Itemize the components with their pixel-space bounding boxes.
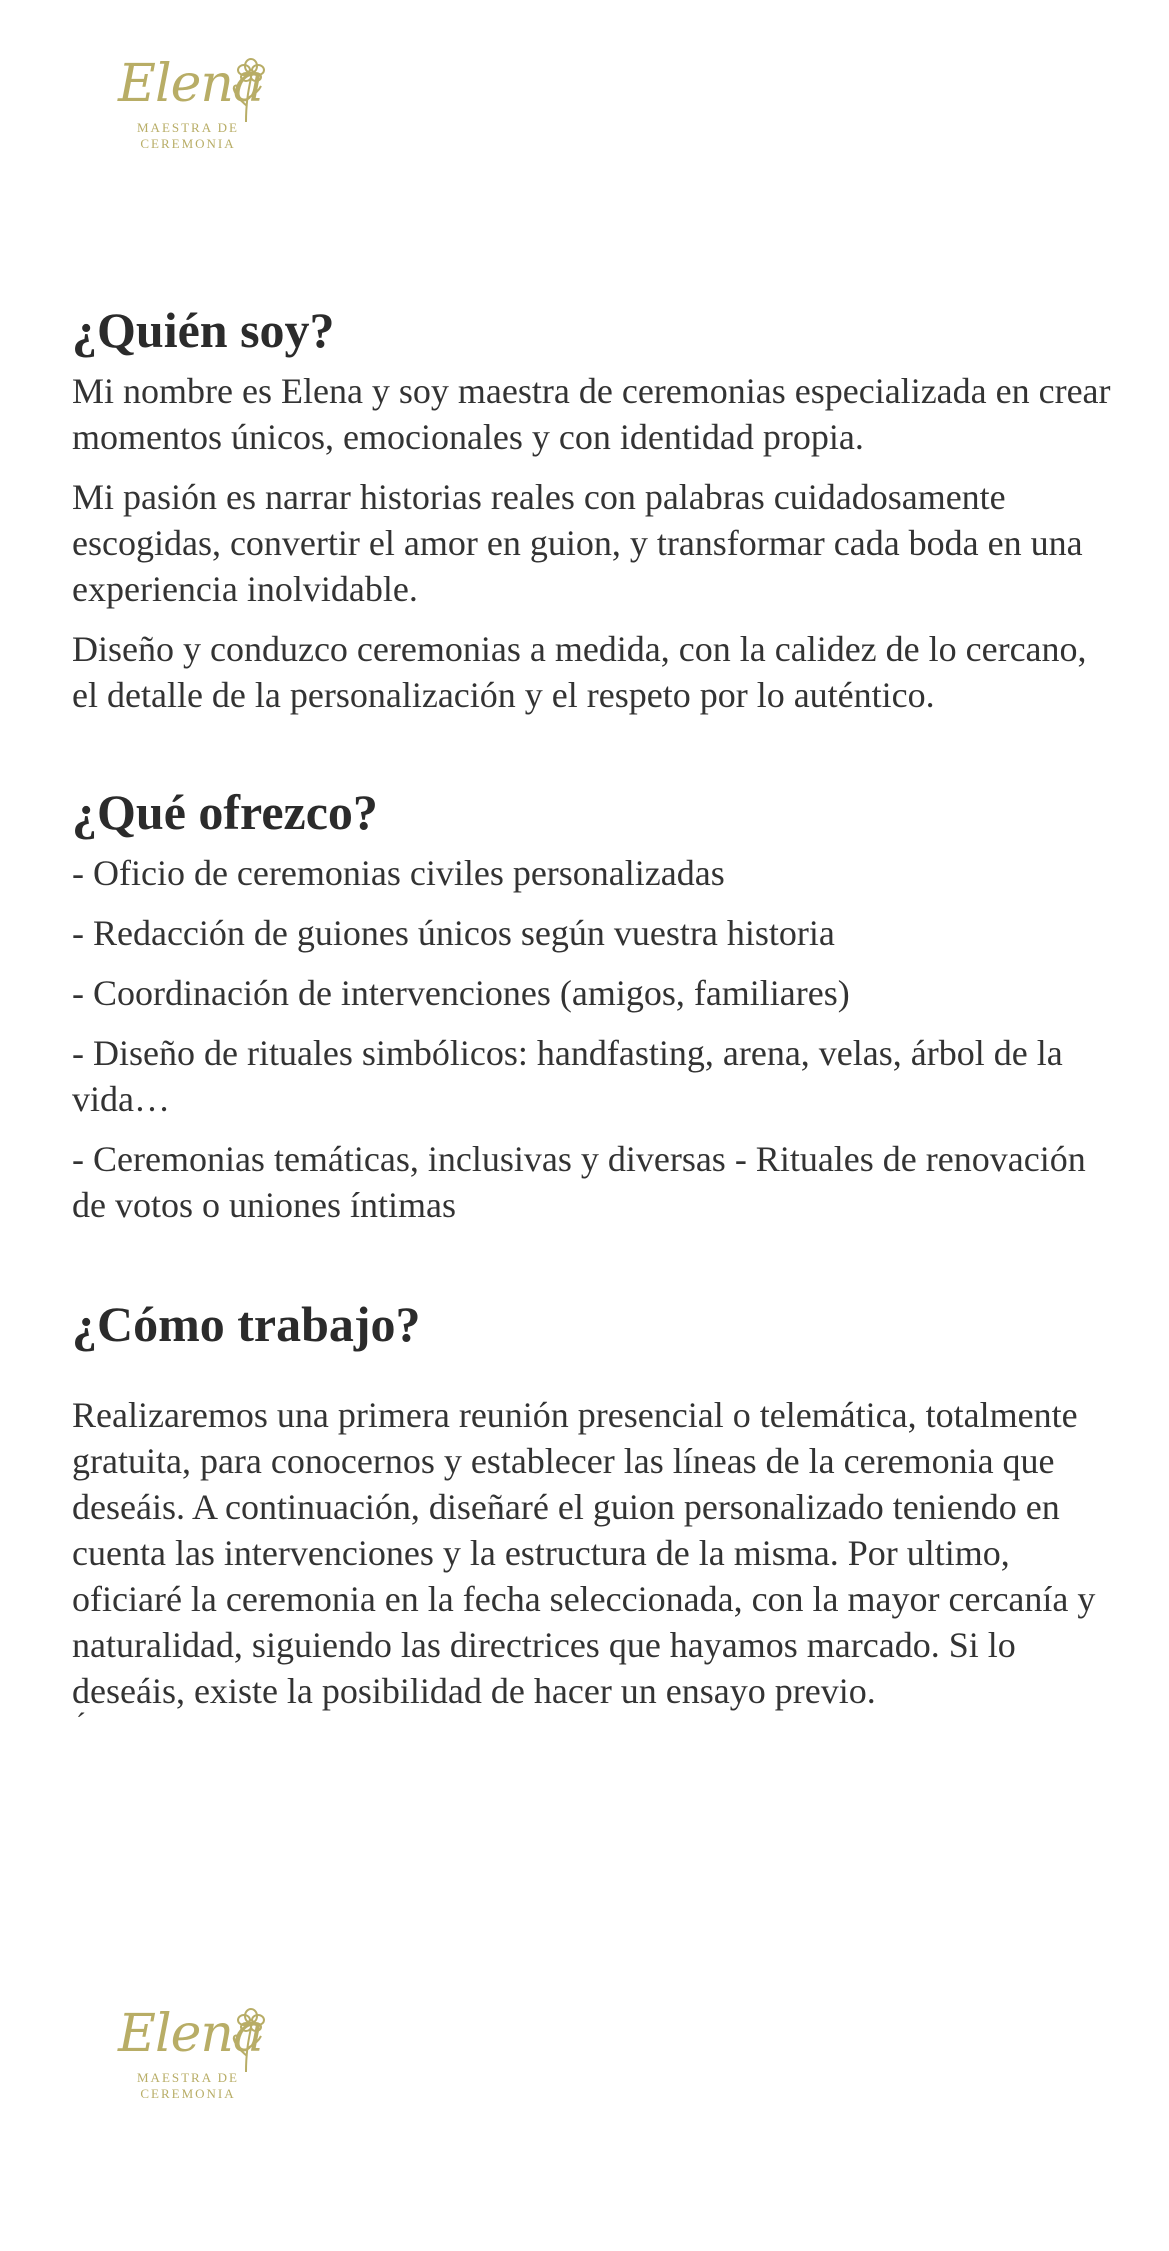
offer-title: ¿Qué ofrezco? <box>72 784 378 840</box>
logo-subtitle <box>118 2070 258 2102</box>
about-paragraph-1: Mi nombre es Elena y soy maestra de ceremonias especializada en crear momentos únicos, emocionales y con identidad propia. <box>72 371 1111 457</box>
flower-icon <box>118 1998 278 2078</box>
offer-item: - Oficio de ceremonias civiles personalizadas <box>72 853 725 893</box>
offer-item: - Ceremonias temáticas, inclusivas y diversas - Rituales de renovación de votos o uniones íntimas <box>72 1139 1086 1225</box>
flower-icon <box>118 48 278 128</box>
logo-top <box>118 48 278 158</box>
offer-item: - Redacción de guiones únicos según vuestra historia <box>72 913 835 953</box>
offer-item: - Coordinación de intervenciones (amigos, familiares) <box>72 973 850 1013</box>
about-paragraph-2: Mi pasión es narrar historias reales con palabras cuidadosamente escogidas, convertir el amor en guion, y transformar cada boda en una experiencia inolvidable. <box>72 477 1083 609</box>
logo-bottom <box>118 1998 278 2108</box>
logo-subtitle-line1: MAESTRA DE <box>137 120 239 135</box>
section-work <box>72 1294 1112 1740</box>
section-about <box>72 300 1112 718</box>
about-title: ¿Quién soy? <box>72 302 335 358</box>
logo-subtitle-line2: CEREMONIA <box>140 2086 236 2101</box>
section-offer <box>72 782 1112 1228</box>
offer-item: - Diseño de rituales simbólicos: handfasting, arena, velas, árbol de la vida… <box>72 1033 1063 1119</box>
work-title: ¿Cómo trabajo? <box>72 1296 421 1352</box>
logo-name: Elena <box>118 54 263 114</box>
work-paragraph: Realizaremos una primera reunión presencial o telemática, totalmente gratuita, para conocernos y establecer las líneas de la ceremonia que deseáis. A continuación, diseñaré el guion personalizado teniendo en cuenta las intervenciones y la estructura de la misma. Por ultimo, oficiaré la ceremonia en la fecha seleccionada, con la mayor cercanía y naturalidad, siguiendo las directrices que hayamos marcado. Si lo deseáis, existe la posibilidad de hacer un ensayo previo. <box>72 1395 1096 1711</box>
stray-accent-mark: ´ <box>76 1707 86 1740</box>
logo-subtitle-line1: MAESTRA DE <box>137 2070 239 2085</box>
logo-subtitle <box>118 120 258 152</box>
logo-name: Elena <box>118 2004 263 2064</box>
main-content <box>72 300 1112 1740</box>
about-paragraph-3: Diseño y conduzco ceremonias a medida, con la calidez de lo cercano, el detalle de la personalización y el respeto por lo auténtico. <box>72 629 1087 715</box>
logo-subtitle-line2: CEREMONIA <box>140 136 236 151</box>
